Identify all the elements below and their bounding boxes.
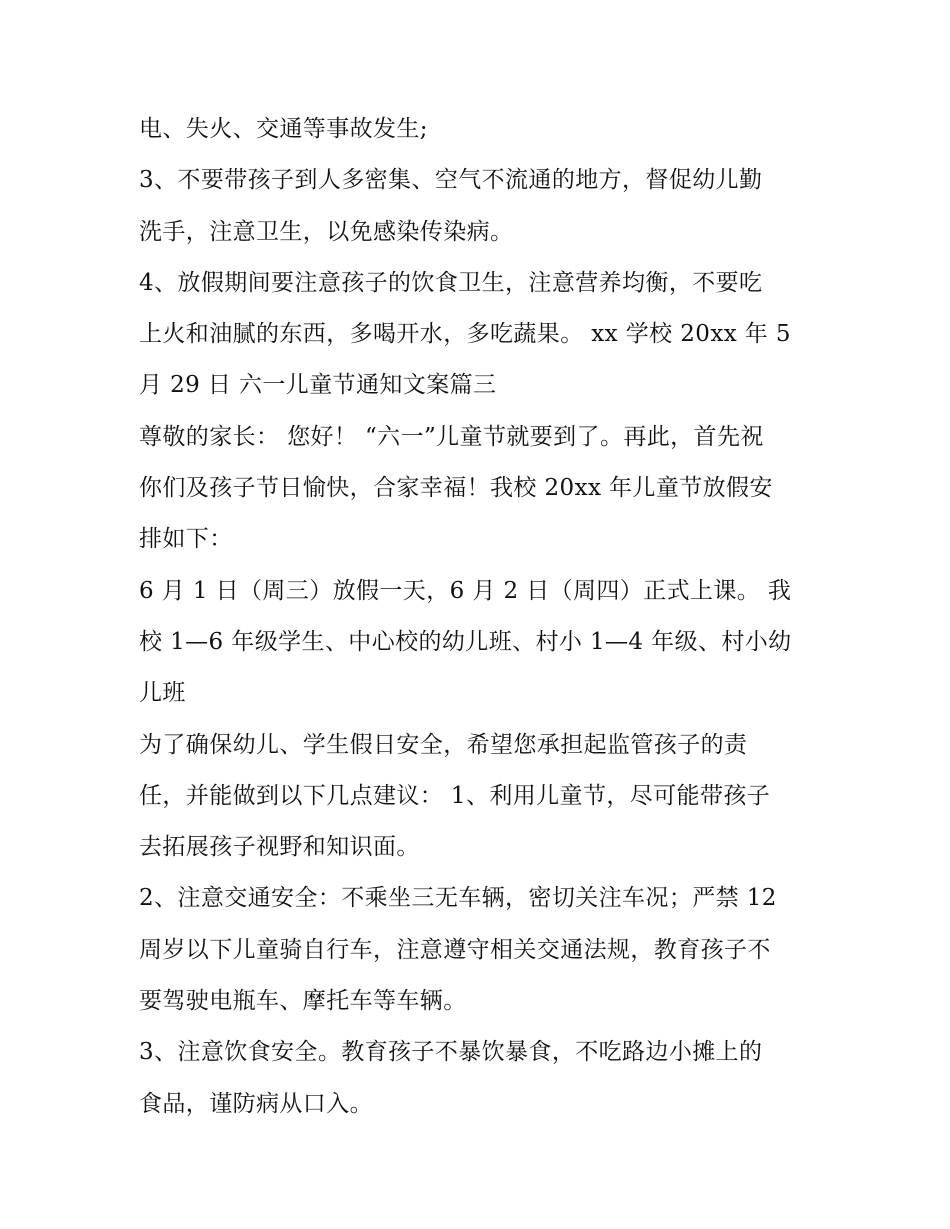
text-line: 要驾驶电瓶车、摩托车等车辆。 [139, 988, 467, 1015]
document-body [139, 106, 829, 1132]
text-line: 去拓展孩子视野和知识面。 [139, 834, 420, 861]
text-line: 4、放假期间要注意孩子的饮食卫生，注意营养均衡，不要吃 [139, 269, 763, 296]
text-line: 上火和油腻的东西，多喝开水，多吃蔬果。 xx 学校 20xx 年 5 [139, 321, 791, 348]
text-line: 电、失火、交通等事故发生; [139, 116, 428, 142]
text-line: 你们及孩子节日愉快，合家幸福！我校 20xx 年儿童节放假安 [139, 475, 773, 502]
text-line: 校 1—6 年级学生、中心校的幼儿班、村小 1—4 年级、村小幼 [139, 628, 792, 655]
text-line: 排如下： [139, 526, 233, 553]
text-line: 洗手，注意卫生，以免感染传染病。 [139, 218, 514, 245]
text-line: 为了确保幼儿、学生假日安全，希望您承担起监管孩子的责 [139, 731, 748, 758]
section-heading-line: 月 29 日 六一儿童节通知文案篇三 [139, 372, 497, 399]
text-line: 食品，谨防病从口入。 [139, 1090, 373, 1117]
text-line: 3、注意饮食安全。教育孩子不暴饮暴食，不吃路边小摊上的 [139, 1039, 763, 1066]
text-line: 儿班 [139, 680, 186, 707]
text-line: 尊敬的家长： 您好！ “六一”儿童节就要到了。再此，首先祝 [139, 423, 764, 450]
text-line: 6 月 1 日（周三）放假一天，6 月 2 日（周四）正式上课。 我 [139, 577, 792, 604]
text-line: 任，并能做到以下几点建议： 1、利用儿童节，尽可能带孩子 [139, 782, 771, 809]
text-line: 3、不要带孩子到人多密集、空气不流通的地方，督促幼儿勤 [139, 167, 763, 194]
text-line: 2、注意交通安全：不乘坐三无车辆，密切关注车况；严禁 12 [139, 885, 777, 912]
text-line: 周岁以下儿童骑自行车，注意遵守相关交通法规，教育孩子不 [139, 936, 771, 963]
